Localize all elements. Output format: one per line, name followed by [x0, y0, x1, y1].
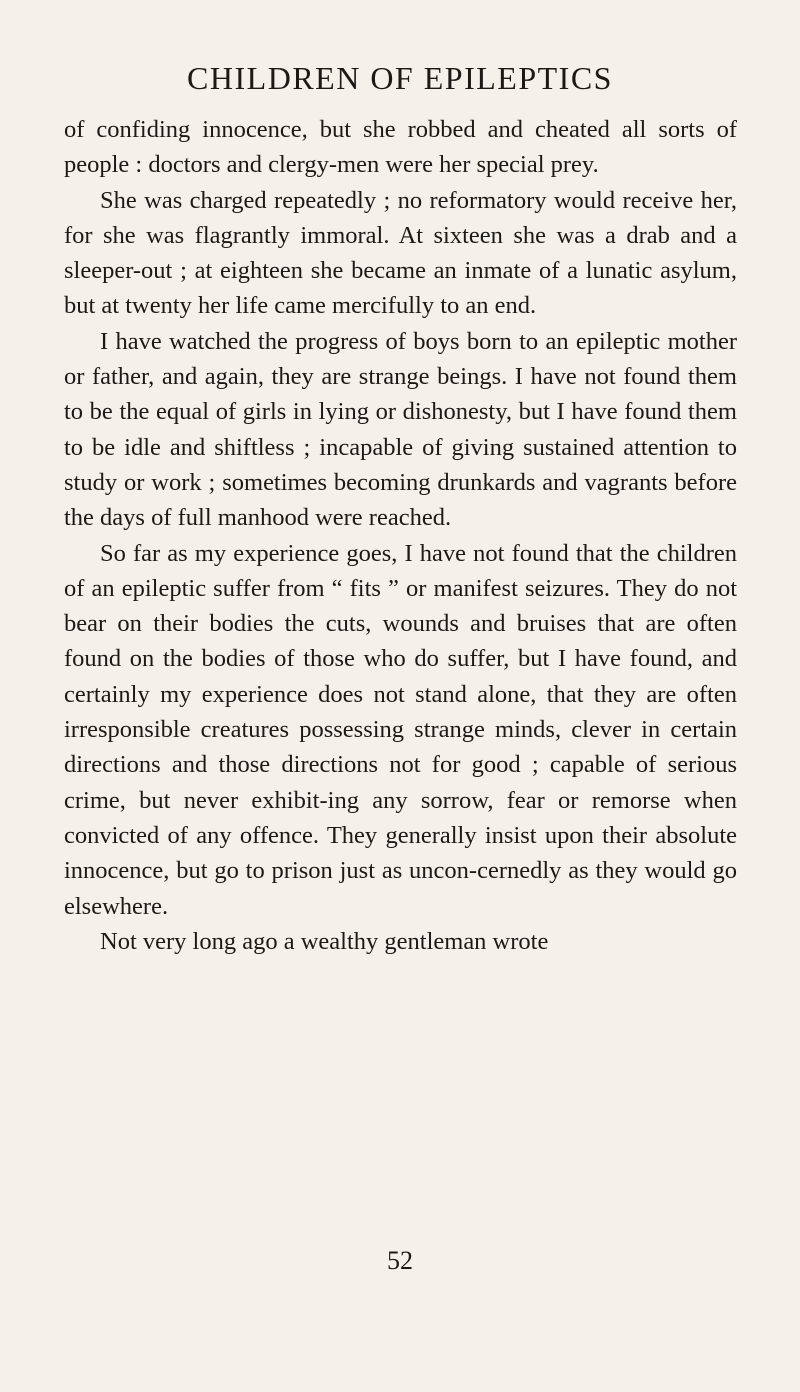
body-text: [64, 112, 737, 959]
paragraph-2: She was charged repeatedly ; no reformatory would receive her, for she was flagrantly immoral. At sixteen she was a drab and a sleeper-out ; at eighteen she became an inmate of a lunatic asylum, but at twenty her life came mercifully to an end.: [64, 186, 737, 320]
running-head: CHILDREN OF EPILEPTICS: [187, 60, 613, 96]
paragraph-1: of confiding innocence, but she robbed and cheated all sorts of people : doctors and clergy-men were her special prey.: [64, 116, 737, 179]
paragraph-5: Not very long ago a wealthy gentleman wrote: [100, 927, 549, 955]
page-number: 52: [387, 1246, 413, 1275]
paragraph-3: I have watched the progress of boys born to an epileptic mother or father, and again, they are strange beings. I have not found them to be the equal of girls in lying or dishonesty, but I have found them to be idle and shiftless ; incapable of giving sustained attention to study or work ; sometimes becoming drunkards and vagrants before the days of full manhood were reached.: [64, 327, 737, 532]
paragraph-4: So far as my experience goes, I have not found that the children of an epileptic suffer from “ fits ” or manifest seizures. They do not bear on their bodies the cuts, wounds and bruises that are often found on the bodies of those who do suffer, but I have found, and certainly my experience does not stand alone, that they are often irresponsible creatures possessing strange minds, clever in certain directions and those directions not for good ; capable of serious crime, but never exhibit-ing any sorrow, fear or remorse when convicted of any offence. They generally insist upon their absolute innocence, but go to prison just as uncon-cernedly as they would go elsewhere.: [64, 539, 737, 920]
